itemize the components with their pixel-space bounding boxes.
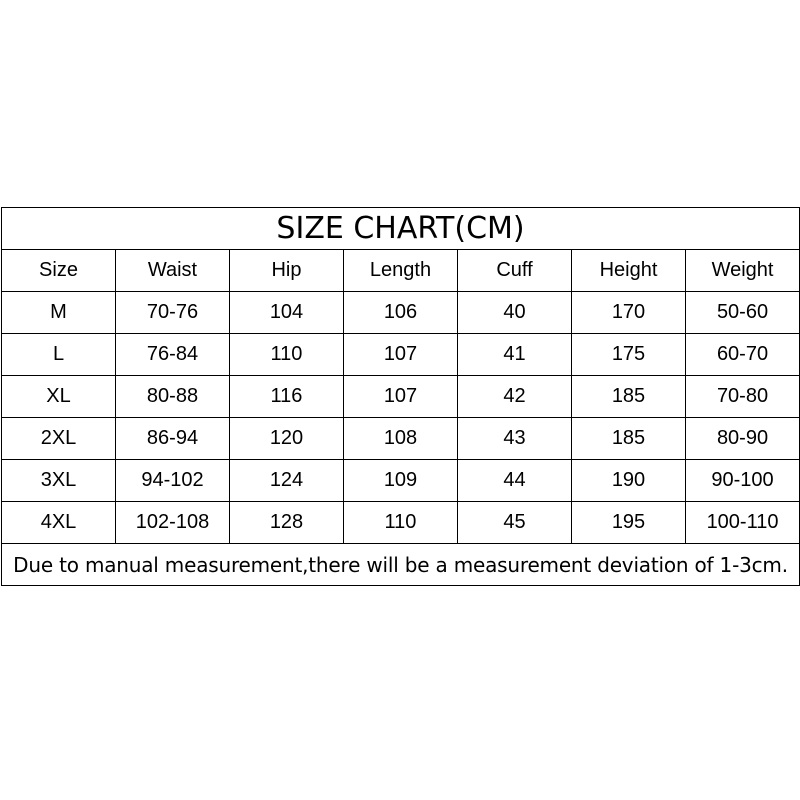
weight-cell: 50-60 bbox=[686, 292, 800, 334]
cuff-cell: 42 bbox=[458, 376, 572, 418]
column-header-waist: Waist bbox=[116, 250, 230, 292]
cuff-cell: 41 bbox=[458, 334, 572, 376]
length-cell: 107 bbox=[344, 376, 458, 418]
waist-cell: 80-88 bbox=[116, 376, 230, 418]
height-cell: 170 bbox=[572, 292, 686, 334]
header-row bbox=[2, 250, 800, 292]
height-cell: 195 bbox=[572, 502, 686, 544]
hip-cell: 110 bbox=[230, 334, 344, 376]
measurement-note: Due to manual measurement,there will be a measurement deviation of 1-3cm. bbox=[2, 544, 800, 586]
hip-cell: 104 bbox=[230, 292, 344, 334]
length-cell: 109 bbox=[344, 460, 458, 502]
chart-title: SIZE CHART(CM) bbox=[2, 208, 800, 250]
size-cell: 4XL bbox=[2, 502, 116, 544]
weight-cell: 80-90 bbox=[686, 418, 800, 460]
size-cell: 3XL bbox=[2, 460, 116, 502]
waist-cell: 76-84 bbox=[116, 334, 230, 376]
table-row bbox=[2, 418, 800, 460]
length-cell: 110 bbox=[344, 502, 458, 544]
length-cell: 107 bbox=[344, 334, 458, 376]
height-cell: 175 bbox=[572, 334, 686, 376]
table-row bbox=[2, 376, 800, 418]
table-row bbox=[2, 334, 800, 376]
hip-cell: 116 bbox=[230, 376, 344, 418]
length-cell: 106 bbox=[344, 292, 458, 334]
cuff-cell: 44 bbox=[458, 460, 572, 502]
size-chart-table bbox=[1, 207, 800, 586]
note-row bbox=[2, 544, 800, 586]
height-cell: 185 bbox=[572, 376, 686, 418]
column-header-length: Length bbox=[344, 250, 458, 292]
column-header-hip: Hip bbox=[230, 250, 344, 292]
height-cell: 190 bbox=[572, 460, 686, 502]
column-header-cuff: Cuff bbox=[458, 250, 572, 292]
weight-cell: 100-110 bbox=[686, 502, 800, 544]
waist-cell: 70-76 bbox=[116, 292, 230, 334]
size-cell: 2XL bbox=[2, 418, 116, 460]
length-cell: 108 bbox=[344, 418, 458, 460]
weight-cell: 60-70 bbox=[686, 334, 800, 376]
table-row bbox=[2, 460, 800, 502]
title-row bbox=[2, 208, 800, 250]
weight-cell: 90-100 bbox=[686, 460, 800, 502]
cuff-cell: 40 bbox=[458, 292, 572, 334]
cuff-cell: 43 bbox=[458, 418, 572, 460]
column-header-size: Size bbox=[2, 250, 116, 292]
hip-cell: 120 bbox=[230, 418, 344, 460]
size-cell: M bbox=[2, 292, 116, 334]
hip-cell: 128 bbox=[230, 502, 344, 544]
table-row bbox=[2, 502, 800, 544]
column-header-weight: Weight bbox=[686, 250, 800, 292]
column-header-height: Height bbox=[572, 250, 686, 292]
height-cell: 185 bbox=[572, 418, 686, 460]
table-row bbox=[2, 292, 800, 334]
weight-cell: 70-80 bbox=[686, 376, 800, 418]
hip-cell: 124 bbox=[230, 460, 344, 502]
cuff-cell: 45 bbox=[458, 502, 572, 544]
waist-cell: 94-102 bbox=[116, 460, 230, 502]
waist-cell: 102-108 bbox=[116, 502, 230, 544]
waist-cell: 86-94 bbox=[116, 418, 230, 460]
size-cell: L bbox=[2, 334, 116, 376]
size-cell: XL bbox=[2, 376, 116, 418]
